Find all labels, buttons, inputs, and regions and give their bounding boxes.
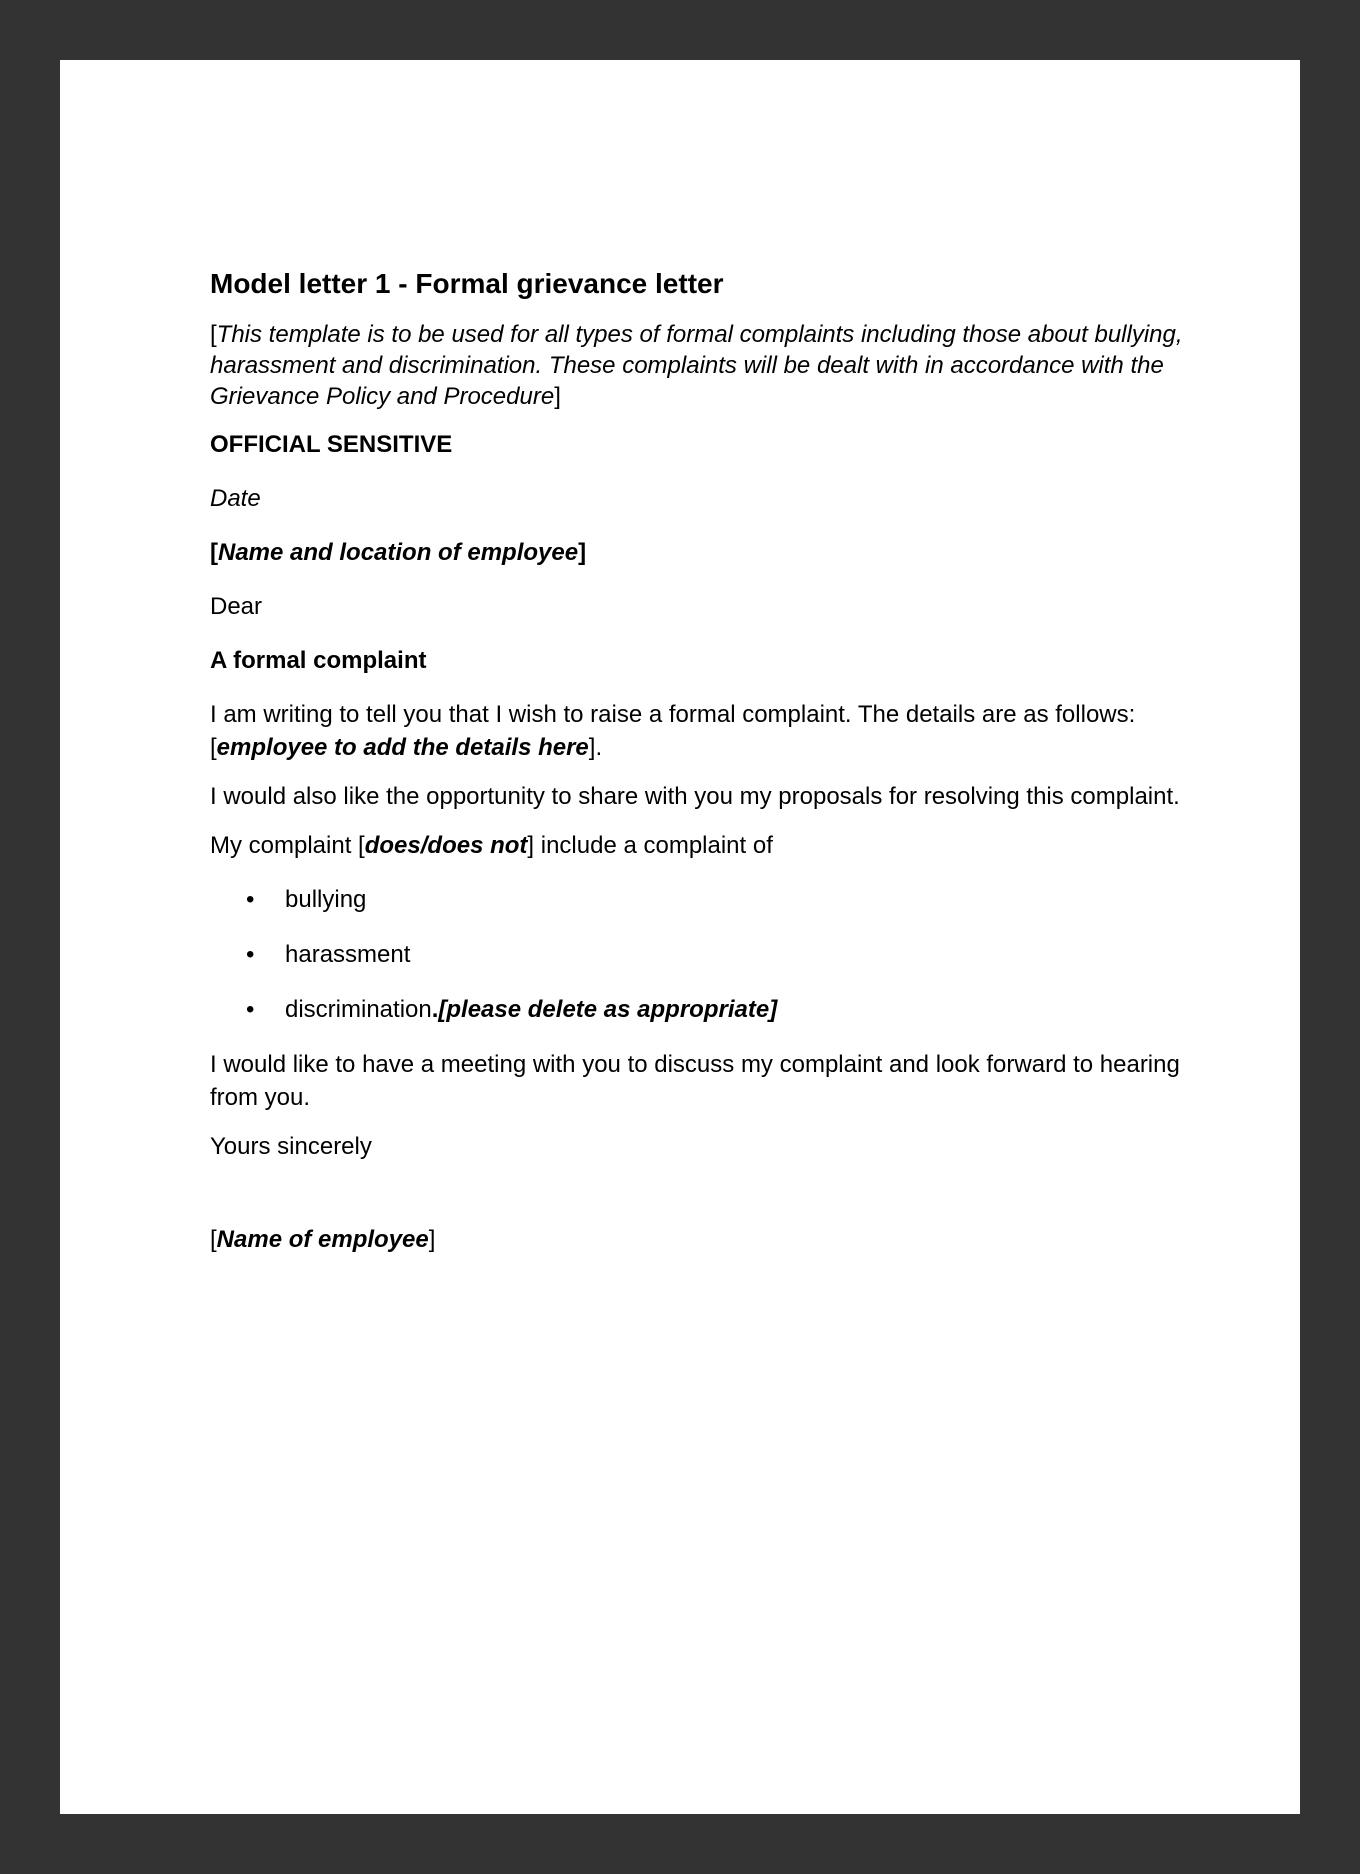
- signature-placeholder: [210, 1223, 1210, 1256]
- does-does-not-choice: does/does not: [364, 832, 528, 859]
- list-item: [210, 883, 1210, 916]
- letter-title: Model letter 1 - Formal grievance letter: [210, 268, 724, 299]
- intro-open-bracket: [: [210, 321, 217, 348]
- complaint-type-end: ] include a complaint of: [527, 832, 773, 859]
- paragraph-details-text: I am writing to tell you that I wish to raise a formal complaint. The details are as follows: [: [210, 701, 1136, 761]
- delete-as-appropriate-note: [please delete as appropriate]: [438, 996, 778, 1023]
- recipient-text: Name and location of employee: [218, 539, 579, 566]
- recipient-placeholder: [210, 536, 1210, 569]
- bullet-icon: •: [246, 996, 255, 1023]
- template-instructions: [210, 319, 1210, 412]
- document-page: [60, 60, 1300, 1814]
- security-classification: OFFICIAL SENSITIVE: [210, 431, 453, 458]
- closing: Yours sincerely: [210, 1133, 372, 1160]
- intro-close-bracket: ]: [554, 383, 561, 410]
- recipient-open-bracket: [: [210, 539, 218, 566]
- intro-text: This template is to be used for all types of formal complaints including those about bullying, harassment and discrimination. These complaints will be dealt with in accordance with the Grievance Policy and Procedure: [210, 321, 1183, 410]
- complaint-type-list: [210, 883, 1210, 1026]
- salutation: Dear: [210, 593, 263, 620]
- recipient-close-bracket: ]: [578, 539, 587, 566]
- list-item-text: bullying: [285, 886, 367, 913]
- details-placeholder: employee to add the details here: [216, 734, 589, 761]
- subject-line: A formal complaint: [210, 647, 427, 674]
- list-note-punctuation: .: [431, 996, 439, 1023]
- paragraph-meeting-request: I would like to have a meeting with you to discuss my complaint and look forward to hearing from you.: [210, 1051, 1180, 1111]
- signature-text: Name of employee: [216, 1226, 429, 1253]
- date-placeholder: Date: [210, 485, 261, 512]
- signature-close-bracket: ]: [428, 1226, 436, 1253]
- paragraph-complaint-type: [210, 829, 1210, 862]
- letter-content: [210, 264, 1210, 1272]
- bullet-icon: •: [246, 886, 255, 913]
- list-item-text: discrimination: [285, 996, 432, 1023]
- signature-open-bracket: [: [210, 1226, 217, 1253]
- list-item: [210, 938, 1210, 971]
- paragraph-details-end: ].: [588, 734, 603, 761]
- complaint-type-start: My complaint [: [210, 832, 365, 859]
- paragraph-details: [210, 698, 1210, 764]
- list-item-text: harassment: [285, 941, 411, 968]
- bullet-icon: •: [246, 941, 255, 968]
- list-item: [210, 993, 1210, 1026]
- paragraph-proposals: I would also like the opportunity to share with you my proposals for resolving this complaint.: [210, 783, 1180, 810]
